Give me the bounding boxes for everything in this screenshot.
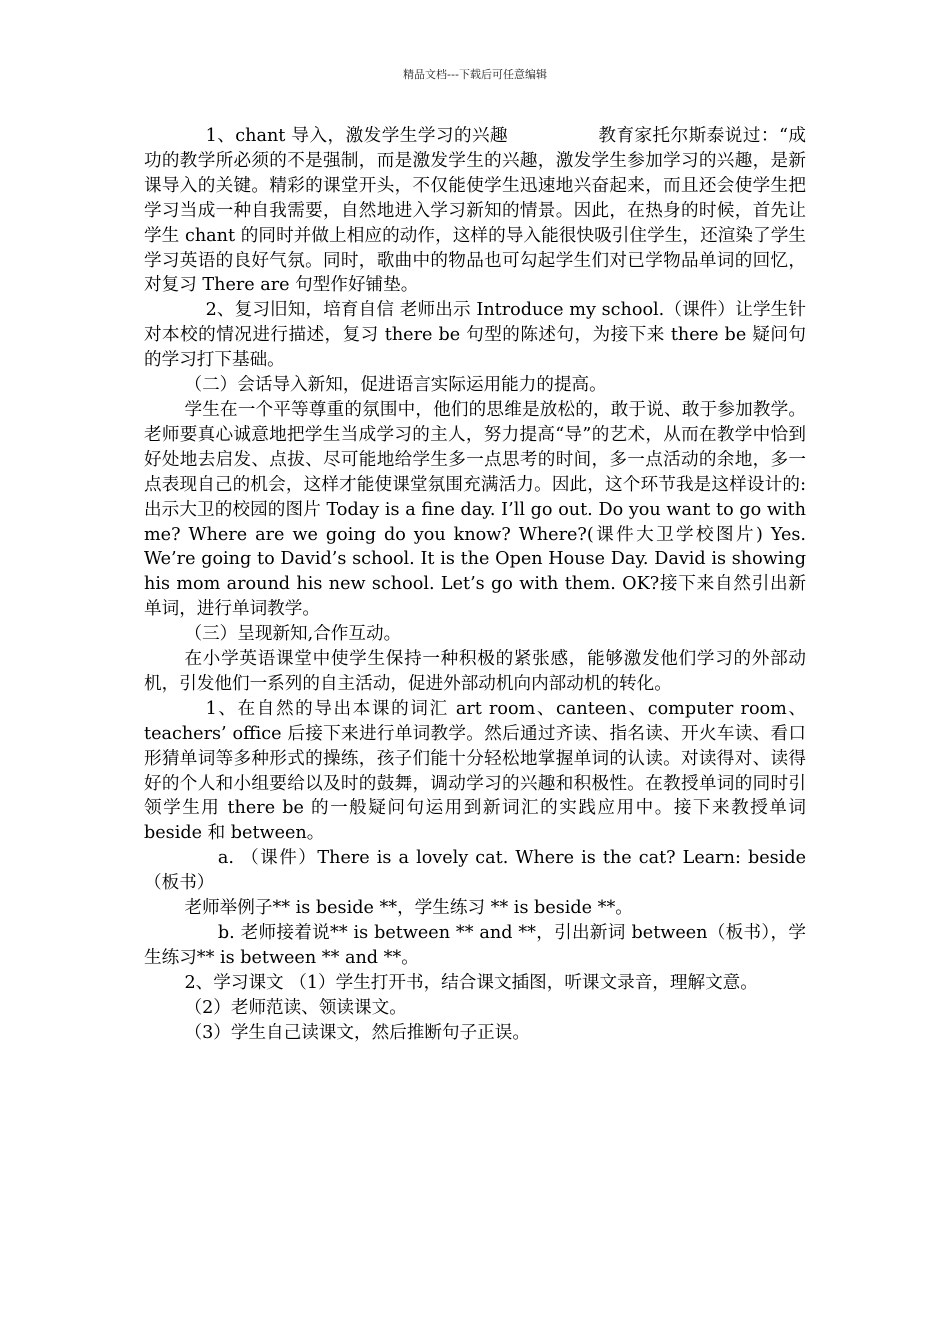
document-body [144,124,806,1046]
paragraph: b. 老师接着说** is between ** and **，引出新词 between（板书），学生练习** is between ** and **。 [144,923,806,968]
paragraph: 2、学习课文 （1）学生打开书，结合课文插图，听课文录音，理解文意。 [184,972,758,993]
paragraph: 老师举例子** is beside **，学生练习 ** is beside **。 [184,898,633,919]
paragraph: 在小学英语课堂中使学生保持一种积极的紧张感，能够激发他们学习的外部动机，引发他们一系列的自主活动，促进外部动机向内部动机的转化。 [144,649,806,694]
paragraph: （3）学生自己读课文，然后推断句子正误。 [184,1022,530,1043]
page-header: 精品文档---下载后可任意编辑 [403,68,547,81]
section-heading: （三）呈现新知,合作互动。 [184,624,402,645]
paragraph: 1、chant 导入，激发学生学习的兴趣 教育家托尔斯泰说过：“成功的教学所必须的不是强制，而是激发学生的兴趣，激发学生参加学习的兴趣，是新课导入的关键。精彩的课堂开头，不仅能使学生迅速地兴奋起来，而且还会使学生把学习当成一种自我需要，自然地进入学习新知的情景。因此，在热身的时候，首先让学生 chant 的同时并做上相应的动作，这样的导入能很快吸引住学生，还渲染了学生学习英语的良好气氛。同时，歌曲中的物品也可勾起学生们对已学物品单词的回忆，对复习 There are 句型作好铺垫。 [144,126,806,296]
paragraph: 1、在自然的导出本课的词汇 art room、canteen、computer room、teachers’ office 后接下来进行单词教学。然后通过齐读、指名读、开火车读、看口形猜单词等多种形式的操练，孩子们能十分轻松地掌握单词的认读。对读得对、读得好的个人和小组要给以及时的鼓舞，调动学习的兴趣和积极性。在教授单词的同时引领学生用 there be 的一般疑问句运用到新词汇的实践应用中。接下来教授单词 beside 和 between。 [144,698,806,844]
paragraph: （2）老师范读、领读课文。 [184,997,407,1018]
paragraph: 学生在一个平等尊重的氛围中，他们的思维是放松的，敢于说、敢于参加教学。老师要真心诚意地把学生当成学习的主人，努力提高“导”的艺术，从而在教学中恰到好处地去启发、点拔、尽可能地给学生多一点思考的时间，多一点活动的余地，多一点表现自己的机会，这样才能使课堂氛围充满活力。因此，这个环节我是这样设计的: 出示大卫的校园的图片 Today is a fine day. I’ll go out. Do you want to go with me? Where are we going do you know? Where?(课件大卫学校图片) Yes. We’re going to David’s school. It is the Open House Day. David is showing his mom around his new school. Let’s go with them. OK?接下来自然引出新单词，进行单词教学。 [144,399,806,620]
section-heading: （二）会话导入新知，促进语言实际运用能力的提高。 [184,375,607,396]
paragraph: a. （课件）There is a lovely cat. Where is the cat? Learn: beside（板书） [144,848,806,894]
paragraph: 2、复习旧知，培育自信 老师出示 Introduce my school.（课件）让学生针对本校的情况进行描述，复习 there be 句型的陈述句，为接下来 there be 疑问句的学习打下基础。 [144,300,806,371]
